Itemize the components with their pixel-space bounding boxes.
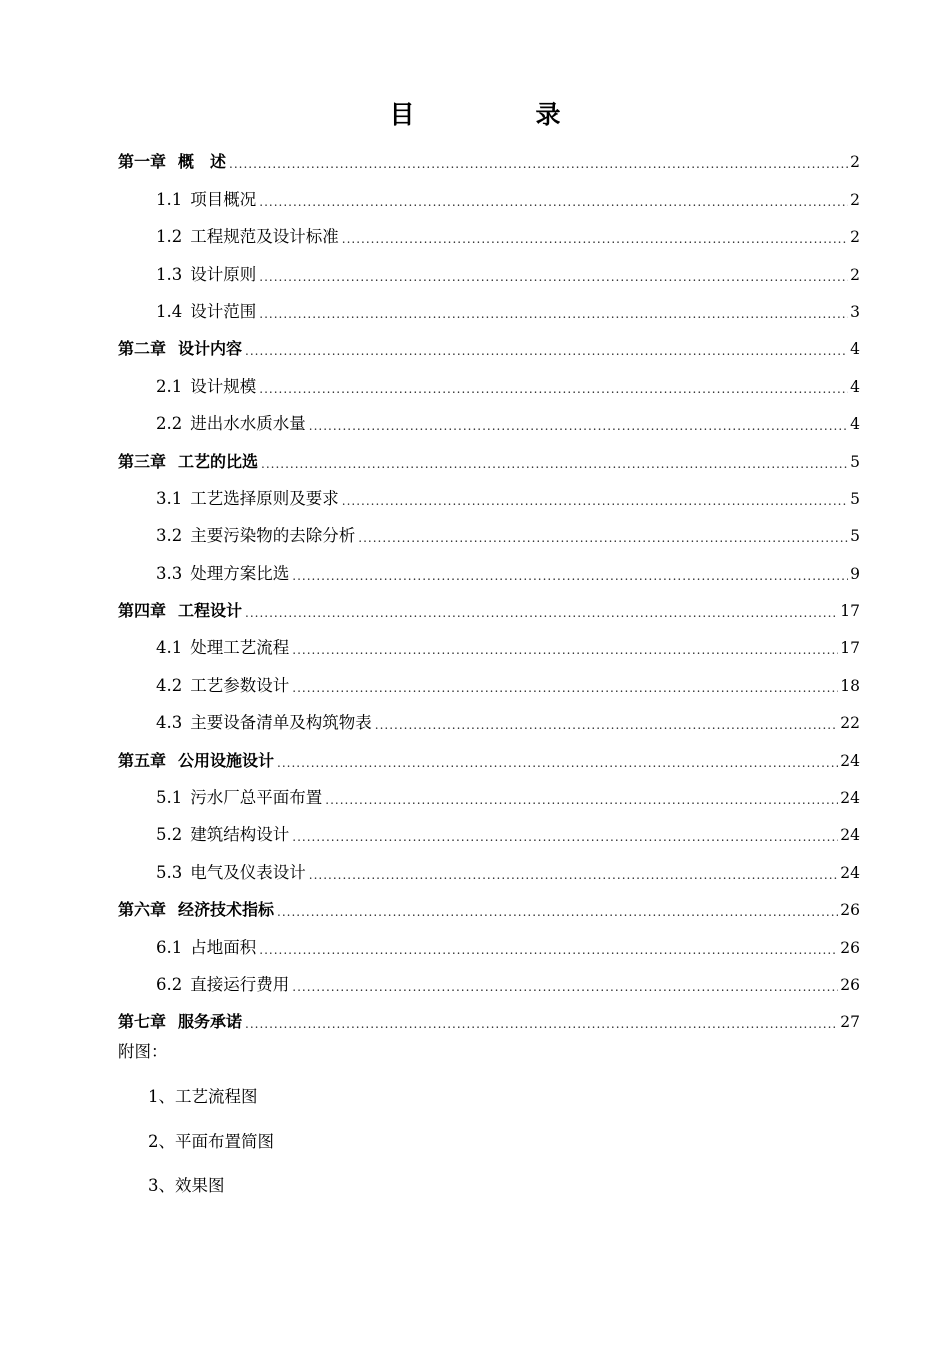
toc-entry-label: 设计规模 (190, 376, 257, 396)
toc-leader-dots (277, 754, 838, 772)
toc-section-entry[interactable] (118, 360, 860, 397)
toc-leader-dots (259, 268, 848, 286)
toc-page-number: 22 (840, 714, 860, 733)
toc-page-number: 2 (850, 228, 860, 247)
toc-page-number: 2 (850, 153, 860, 172)
toc-page-number: 9 (850, 564, 860, 583)
toc-page-number: 17 (840, 602, 860, 621)
toc-entry-number: 第四章 (118, 601, 167, 621)
toc-section-entry[interactable] (118, 173, 860, 210)
toc-entry-label: 主要污染物的去除分析 (190, 526, 356, 546)
toc-leader-dots (292, 567, 848, 585)
toc-entry-label: 污水厂总平面布置 (190, 788, 323, 808)
toc-page-number: 5 (850, 489, 860, 508)
toc-page-number: 4 (850, 377, 860, 396)
toc-page-number: 26 (840, 975, 860, 994)
toc-leader-dots (358, 529, 848, 547)
toc-page-number: 5 (850, 452, 860, 471)
toc-entry-number: 4.3 (156, 713, 183, 733)
toc-leader-dots (309, 866, 839, 884)
toc-chapter-entry[interactable] (118, 734, 860, 771)
toc-section-entry[interactable] (118, 398, 860, 435)
appendix-label: 附图： (118, 1042, 168, 1061)
toc-entry-label: 工艺参数设计 (190, 675, 290, 695)
toc-page-number: 3 (850, 302, 860, 321)
toc-section-entry[interactable] (118, 248, 860, 285)
toc-entry-number: 1.1 (156, 189, 183, 209)
toc-entry-number: 2.1 (156, 376, 183, 396)
toc-chapter-entry[interactable] (118, 136, 860, 173)
toc-entry-label: 占地面积 (190, 937, 257, 957)
toc-entry-number: 1.3 (156, 264, 183, 284)
toc-entry-label: 处理工艺流程 (190, 638, 290, 658)
toc-page-number: 24 (840, 789, 860, 808)
appendix-list (148, 1086, 274, 1220)
toc-entry-number: 5.3 (156, 862, 183, 882)
toc-entry-label: 进出水水质水量 (190, 414, 306, 434)
toc-leader-dots (277, 903, 838, 921)
toc-entry-label: 概 述 (178, 152, 227, 172)
toc-entry-label: 主要设备清单及构筑物表 (190, 713, 372, 733)
toc-leader-dots (292, 828, 838, 846)
toc-page-number: 26 (840, 938, 860, 957)
toc-page-number: 26 (840, 901, 860, 920)
toc-leader-dots (292, 641, 838, 659)
toc-chapter-entry[interactable] (118, 996, 860, 1033)
toc-entry-label: 电气及仪表设计 (190, 862, 306, 882)
toc-page-number: 27 (840, 1013, 860, 1032)
toc-entry-label: 建筑结构设计 (190, 825, 290, 845)
toc-page-number: 18 (840, 676, 860, 695)
toc-section-entry[interactable] (118, 921, 860, 958)
toc-title: 目 录 (389, 100, 609, 129)
toc-leader-dots (261, 455, 848, 473)
toc-entry-label: 工程规范及设计标准 (190, 227, 339, 247)
toc-section-entry[interactable] (118, 510, 860, 547)
toc-chapter-entry[interactable] (118, 435, 860, 472)
toc-page-number: 24 (840, 826, 860, 845)
toc-leader-dots (342, 492, 848, 510)
toc-page-number: 2 (850, 265, 860, 284)
table-of-contents (118, 136, 860, 1033)
toc-section-entry[interactable] (118, 211, 860, 248)
toc-entry-label: 处理方案比选 (190, 563, 290, 583)
toc-page-number: 2 (850, 190, 860, 209)
toc-section-entry[interactable] (118, 547, 860, 584)
toc-entry-number: 6.1 (156, 937, 183, 957)
toc-page-number: 24 (840, 863, 860, 882)
toc-chapter-entry[interactable] (118, 884, 860, 921)
toc-entry-number: 3.1 (156, 488, 183, 508)
toc-entry-number: 5.2 (156, 825, 183, 845)
appendix-item: 1、工艺流程图 (148, 1087, 258, 1106)
toc-leader-dots (259, 305, 848, 323)
toc-section-entry[interactable] (118, 659, 860, 696)
toc-leader-dots (325, 791, 838, 809)
toc-entry-number: 1.2 (156, 227, 183, 247)
toc-entry-number: 5.1 (156, 788, 183, 808)
toc-entry-label: 经济技术指标 (178, 900, 275, 920)
toc-entry-number: 1.4 (156, 301, 183, 321)
toc-entry-label: 工艺的比选 (178, 451, 259, 471)
toc-entry-number: 第六章 (118, 900, 167, 920)
appendix-item: 2、平面布置简图 (148, 1131, 274, 1151)
toc-chapter-entry[interactable] (118, 323, 860, 360)
toc-leader-dots (245, 604, 838, 622)
appendix-item: 3、效果图 (148, 1176, 225, 1195)
toc-entry-label: 直接运行费用 (190, 974, 290, 994)
toc-section-entry[interactable] (118, 772, 860, 809)
toc-section-entry[interactable] (118, 959, 860, 996)
toc-entry-number: 第七章 (118, 1012, 167, 1032)
toc-section-entry[interactable] (118, 286, 860, 323)
toc-chapter-entry[interactable] (118, 585, 860, 622)
toc-leader-dots (245, 1015, 838, 1033)
toc-leader-dots (259, 193, 848, 211)
toc-leader-dots (229, 155, 848, 173)
toc-section-entry[interactable] (118, 697, 860, 734)
toc-entry-number: 2.2 (156, 414, 183, 434)
toc-entry-label: 设计原则 (190, 264, 257, 284)
toc-entry-label: 设计内容 (178, 339, 243, 359)
toc-entry-label: 服务承诺 (178, 1012, 243, 1032)
toc-entry-label: 设计范围 (190, 301, 257, 321)
toc-entry-label: 工艺选择原则及要求 (190, 488, 339, 508)
toc-page-number: 5 (850, 527, 860, 546)
toc-section-entry[interactable] (118, 622, 860, 659)
toc-entry-number: 3.2 (156, 526, 183, 546)
toc-leader-dots (259, 941, 838, 959)
toc-leader-dots (309, 417, 848, 435)
toc-leader-dots (259, 380, 848, 398)
toc-entry-number: 4.1 (156, 638, 183, 658)
toc-entry-number: 3.3 (156, 563, 183, 583)
toc-entry-number: 6.2 (156, 974, 183, 994)
toc-leader-dots (292, 679, 838, 697)
toc-entry-number: 第三章 (118, 451, 167, 471)
toc-entry-number: 第二章 (118, 339, 167, 359)
toc-leader-dots (375, 716, 839, 734)
toc-page-number: 4 (850, 415, 860, 434)
toc-page-number: 24 (840, 751, 860, 770)
toc-entry-label: 工程设计 (178, 601, 243, 621)
toc-leader-dots (292, 978, 838, 996)
toc-page-number: 4 (850, 340, 860, 359)
toc-entry-label: 公用设施设计 (178, 750, 275, 770)
toc-entry-number: 第一章 (118, 152, 167, 172)
toc-leader-dots (342, 230, 848, 248)
toc-entry-number: 4.2 (156, 675, 183, 695)
toc-entry-label: 项目概况 (190, 189, 257, 209)
toc-section-entry[interactable] (118, 846, 860, 883)
toc-leader-dots (245, 342, 848, 360)
toc-entry-number: 第五章 (118, 750, 167, 770)
toc-section-entry[interactable] (118, 809, 860, 846)
toc-section-entry[interactable] (118, 473, 860, 510)
toc-page-number: 17 (840, 639, 860, 658)
